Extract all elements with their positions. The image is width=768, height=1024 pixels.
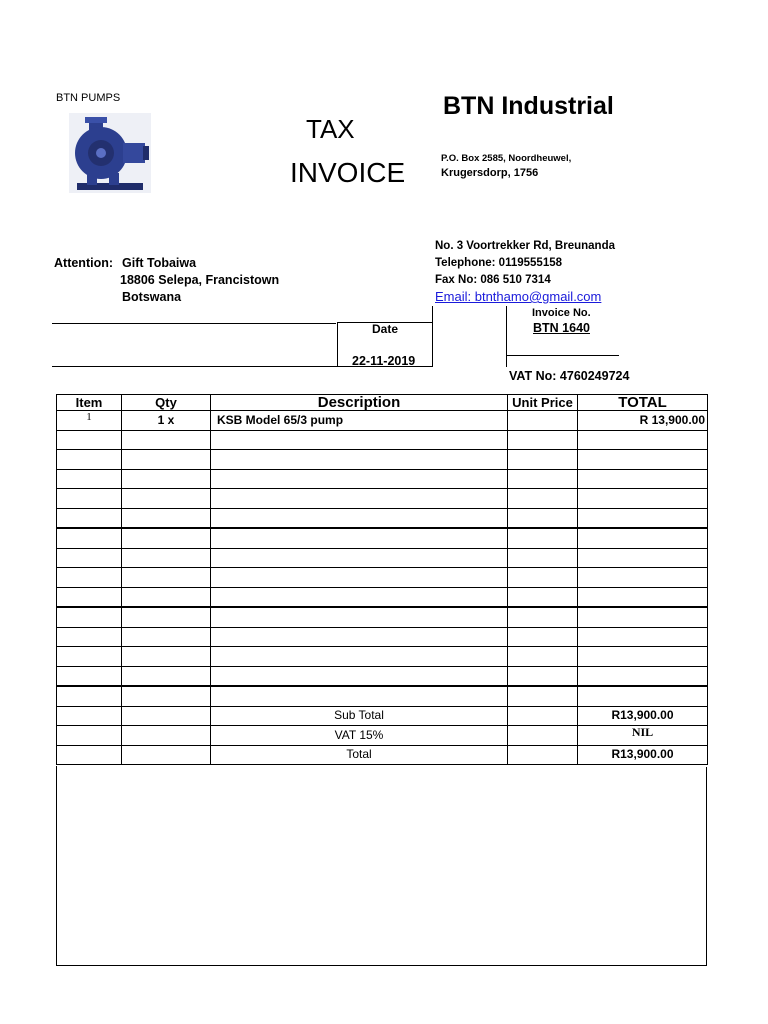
header-total: TOTAL	[578, 395, 708, 411]
table-row	[57, 489, 708, 509]
company-email-link[interactable]: Email: btnthamo@gmail.com	[435, 289, 602, 304]
notes-box	[56, 767, 707, 966]
date-value: 22-11-2019	[352, 354, 416, 368]
table-row	[57, 607, 708, 627]
invoice-number: BTN 1640	[533, 321, 590, 335]
table-row	[57, 430, 708, 450]
total-value: R13,900.00	[578, 745, 708, 765]
divider	[506, 306, 507, 367]
company-small-name: BTN PUMPS	[56, 92, 121, 104]
item-unit-price	[508, 411, 578, 431]
table-row	[57, 568, 708, 588]
table-row	[57, 508, 708, 528]
table-row	[57, 666, 708, 686]
vat-row	[57, 726, 708, 746]
subtotal-value: R13,900.00	[578, 706, 708, 726]
pump-image	[69, 113, 151, 193]
table-row	[57, 627, 708, 647]
company-telephone: Telephone: 0119555158	[435, 257, 562, 269]
subtotal-label: Sub Total	[211, 706, 508, 726]
table-row	[57, 469, 708, 489]
header-description: Description	[211, 395, 508, 411]
company-fax: Fax No: 086 510 7314	[435, 274, 551, 286]
attention-label: Attention:	[54, 256, 114, 270]
company-name: BTN Industrial	[443, 92, 614, 120]
total-row	[57, 745, 708, 765]
attention-address-line1: 18806 Selepa, Francistown	[120, 273, 280, 287]
header-item: Item	[57, 395, 122, 411]
attention-name: Gift Tobaiwa	[122, 256, 197, 270]
subtotal-row	[57, 706, 708, 726]
company-city: Krugersdorp, 1756	[441, 167, 539, 179]
item-total: R 13,900.00	[578, 411, 708, 431]
total-label: Total	[211, 745, 508, 765]
table-row	[57, 548, 708, 568]
vat-number: VAT No: 4760249724	[509, 369, 630, 383]
item-description: KSB Model 65/3 pump	[211, 411, 508, 431]
table-header-row	[57, 395, 708, 411]
divider	[337, 322, 338, 367]
items-table	[56, 394, 708, 765]
company-po-box: P.O. Box 2585, Noordheuwel,	[441, 153, 572, 164]
divider	[52, 323, 336, 324]
title-tax: TAX	[306, 114, 355, 144]
attention-address-line2: Botswana	[122, 290, 182, 304]
divider	[432, 306, 433, 367]
item-number: 1	[57, 411, 122, 431]
item-qty: 1 x	[122, 411, 211, 431]
table-row	[57, 411, 708, 431]
table-row	[57, 686, 708, 706]
table-row	[57, 450, 708, 470]
vat-value: NIL	[578, 726, 708, 746]
vat-label: VAT 15%	[211, 726, 508, 746]
date-label: Date	[372, 322, 399, 336]
header-qty: Qty	[122, 395, 211, 411]
title-invoice: INVOICE	[290, 157, 406, 188]
invoice-number-label: Invoice No.	[532, 307, 591, 319]
table-row	[57, 587, 708, 607]
divider	[56, 766, 57, 966]
company-street: No. 3 Voortrekker Rd, Breunanda	[435, 240, 615, 252]
table-row	[57, 647, 708, 667]
divider	[506, 355, 619, 356]
table-row	[57, 528, 708, 548]
header-unit-price: Unit Price	[508, 395, 578, 411]
